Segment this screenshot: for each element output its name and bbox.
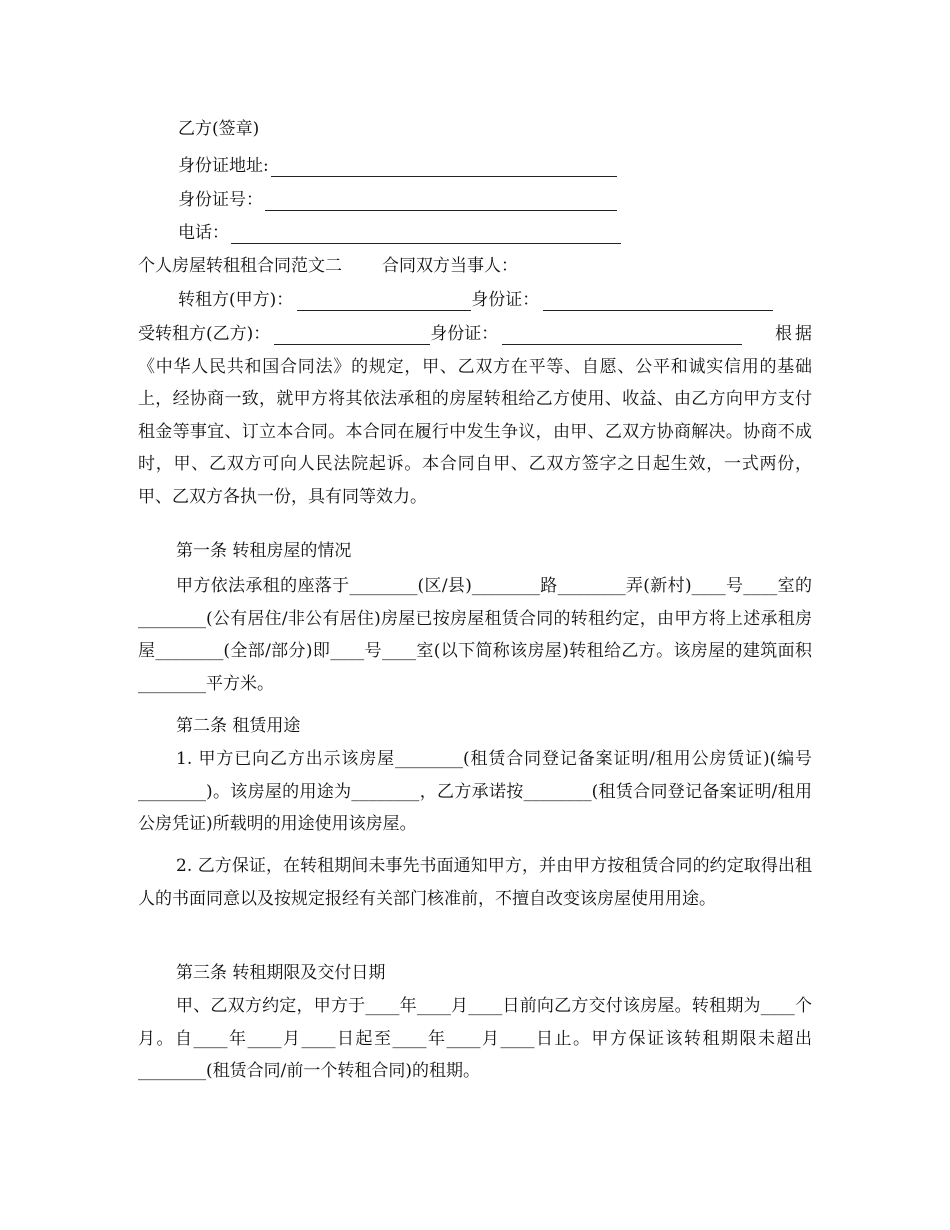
- id-address-blank: [271, 160, 617, 177]
- article3-paragraph: [138, 990, 812, 1088]
- article3-title: [176, 962, 385, 984]
- party-b-signature-label: [178, 118, 259, 140]
- id-number-label: 身份证号：: [178, 190, 263, 210]
- phone-row: [178, 222, 621, 244]
- contract-heading: [138, 255, 518, 277]
- lessor-row: [178, 289, 773, 311]
- article3-title-text: 第三条 转租期限及交付日期: [176, 963, 386, 983]
- id-address-label: 身份证地址:: [178, 156, 269, 176]
- article2-item1-text: 1. 甲方已向乙方出示该房屋________(租赁合同登记备案证明/租用公房赁证)(编号________)。该房屋的用途为________，乙方承诺按________(租赁合同登记备案证明/租用公房凭证)所载明的用途使用该房屋。: [138, 749, 812, 834]
- article2-title-text: 第二条 租赁用途: [176, 716, 301, 736]
- article3-text: 甲、乙双方约定，甲方于____年____月____日前向乙方交付该房屋。转租期为____个月。自____年____月____日起至____年____月____日止。甲方保证该转租期限未超出________(租赁合同/前一个转租合同)的租期。: [138, 996, 812, 1081]
- preamble-text: 根据《中华人民共和国合同法》的规定，甲、乙双方在平等、自愿、公平和诚实信用的基础上，经协商一致，就甲方将其依法承租的房屋转租给乙方使用、收益、由乙方向甲方支付租金等事宜、订立本合同。本合同在履行中发生争议，由甲、乙双方协商解决。协商不成时，甲、乙双方可向人民法院起诉。本合同自甲、乙双方签字之日起生效，一式两份，甲、乙双方各执一份，具有同等效力。: [138, 324, 812, 507]
- article2-item1: [138, 743, 812, 841]
- parties-label: 合同双方当事人：: [382, 256, 518, 276]
- party-b-sign-text: 乙方(签章): [178, 119, 260, 139]
- id-number-blank: [265, 194, 617, 211]
- lessor-id-blank: [543, 294, 773, 311]
- article1-title-text: 第一条 转租房屋的情况: [176, 541, 352, 561]
- preamble-paragraph: [138, 318, 812, 513]
- lessor-id-label: 身份证：: [471, 290, 540, 310]
- article1-title: [176, 540, 351, 562]
- lessee-label: 受转租方(乙方)：: [138, 324, 271, 344]
- article2-item2: [138, 850, 812, 915]
- phone-label: 电话：: [178, 223, 229, 243]
- id-address-row: [178, 155, 617, 177]
- article1-paragraph: [138, 570, 812, 700]
- lessor-label: 转租方(甲方)：: [178, 290, 294, 310]
- article2-title: [176, 715, 300, 737]
- id-number-row: [178, 189, 617, 211]
- phone-blank: [231, 227, 621, 244]
- article1-text: 甲方依法承租的座落于________(区/县)________路________弄(新村)____号____室的________(公有居住/非公有居住)房屋已按房屋租赁合同的转租约定，由甲方将上述承租房屋________(全部/部分)即____号____室(以下简称该房屋)转租给乙方。该房屋的建筑面积________平方米。: [138, 576, 812, 694]
- lessee-id-label: 身份证：: [430, 324, 499, 344]
- contract-title: 个人房屋转租租合同范文二: [138, 256, 342, 276]
- article2-item2-text: 2. 乙方保证，在转租期间未事先书面通知甲方，并由甲方按租赁合同的约定取得出租人的书面同意以及按规定报经有关部门核准前，不擅自改变该房屋使用用途。: [138, 856, 812, 909]
- lessor-name-blank: [297, 294, 471, 311]
